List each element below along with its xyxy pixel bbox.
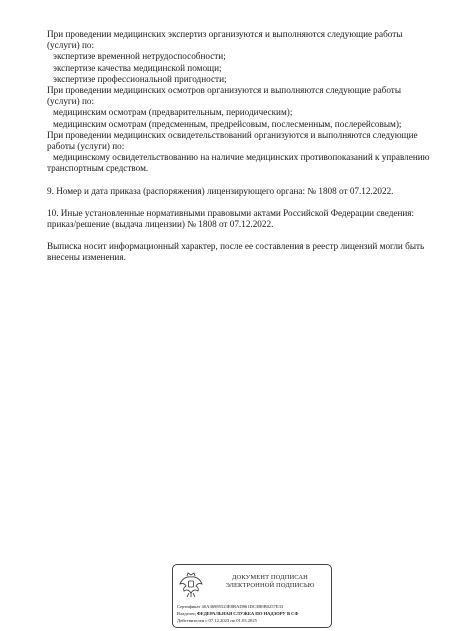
document-line: медицинским осмотрам (предсменным, предрейсовым, послесменным, послерейсовым); — [53, 118, 402, 129]
certificate-value: 40A36985523E8BAD861DC3B0B0257E33 — [201, 604, 284, 609]
document-line: работы (услуги) по: — [47, 141, 125, 152]
document-line: При проведении медицинских осмотров организуются и выполняются следующие работы — [47, 85, 401, 96]
item-10-line-2: приказ/решение (выдача лицензии) № 1808 от 07.12.2022. — [47, 219, 274, 230]
disclaimer-line-2: внесены изменения. — [47, 252, 126, 263]
document-line: экспертизе качества медицинской помощи; — [53, 62, 222, 73]
document-line: экспертизе профессиональной пригодности; — [53, 73, 227, 84]
document-body — [47, 29, 437, 264]
document-line: медицинским осмотрам (предварительным, периодическим); — [53, 107, 293, 118]
document-line: (услуги) по: — [47, 96, 95, 107]
double-headed-eagle-emblem-icon — [178, 571, 204, 599]
document-line: экспертизе временной нетрудоспособности; — [53, 51, 226, 62]
stamp-details — [177, 603, 298, 624]
document-line: (услуги) по: — [47, 40, 95, 51]
disclaimer-line-1: Выписка носит информационный характер, после ее составления в реестр лицензий могли быть — [47, 241, 425, 252]
stamp-title-line-2: ЭЛЕКТРОННОЙ ПОДПИСЬЮ — [225, 581, 315, 589]
item-9-order: 9. Номер и дата приказа (распоряжения) лицензирующего органа: № 1808 от 07.12.2022. — [47, 185, 394, 196]
stamp-title — [213, 574, 327, 589]
owner-label: Владелец — [177, 611, 196, 616]
document-line: медицинскому освидетельствованию на наличие медицинских противопоказаний к управлению — [53, 152, 430, 163]
certificate-label: Сертификат — [177, 604, 201, 609]
stamp-title-line-1: ДОКУМЕНТ ПОДПИСАН — [232, 574, 308, 581]
validity-period: Действителен с 07.12.2023 по 01.03.2025 — [177, 618, 257, 623]
electronic-signature-stamp — [172, 564, 332, 628]
item-10-line-1: 10. Иные установленные нормативными правовыми актами Российской Федерации сведения: — [47, 207, 415, 218]
services-list — [47, 29, 437, 175]
document-line: транспортным средством. — [47, 163, 149, 174]
owner-value: ФЕДЕРАЛЬНАЯ СЛУЖБА ПО НАДЗОРУ В СФ — [196, 611, 299, 616]
document-line: При проведении медицинских освидетельствований организуются и выполняются следующие — [47, 129, 418, 140]
document-line: При проведении медицинских экспертиз организуются и выполняются следующие работы — [47, 29, 403, 39]
